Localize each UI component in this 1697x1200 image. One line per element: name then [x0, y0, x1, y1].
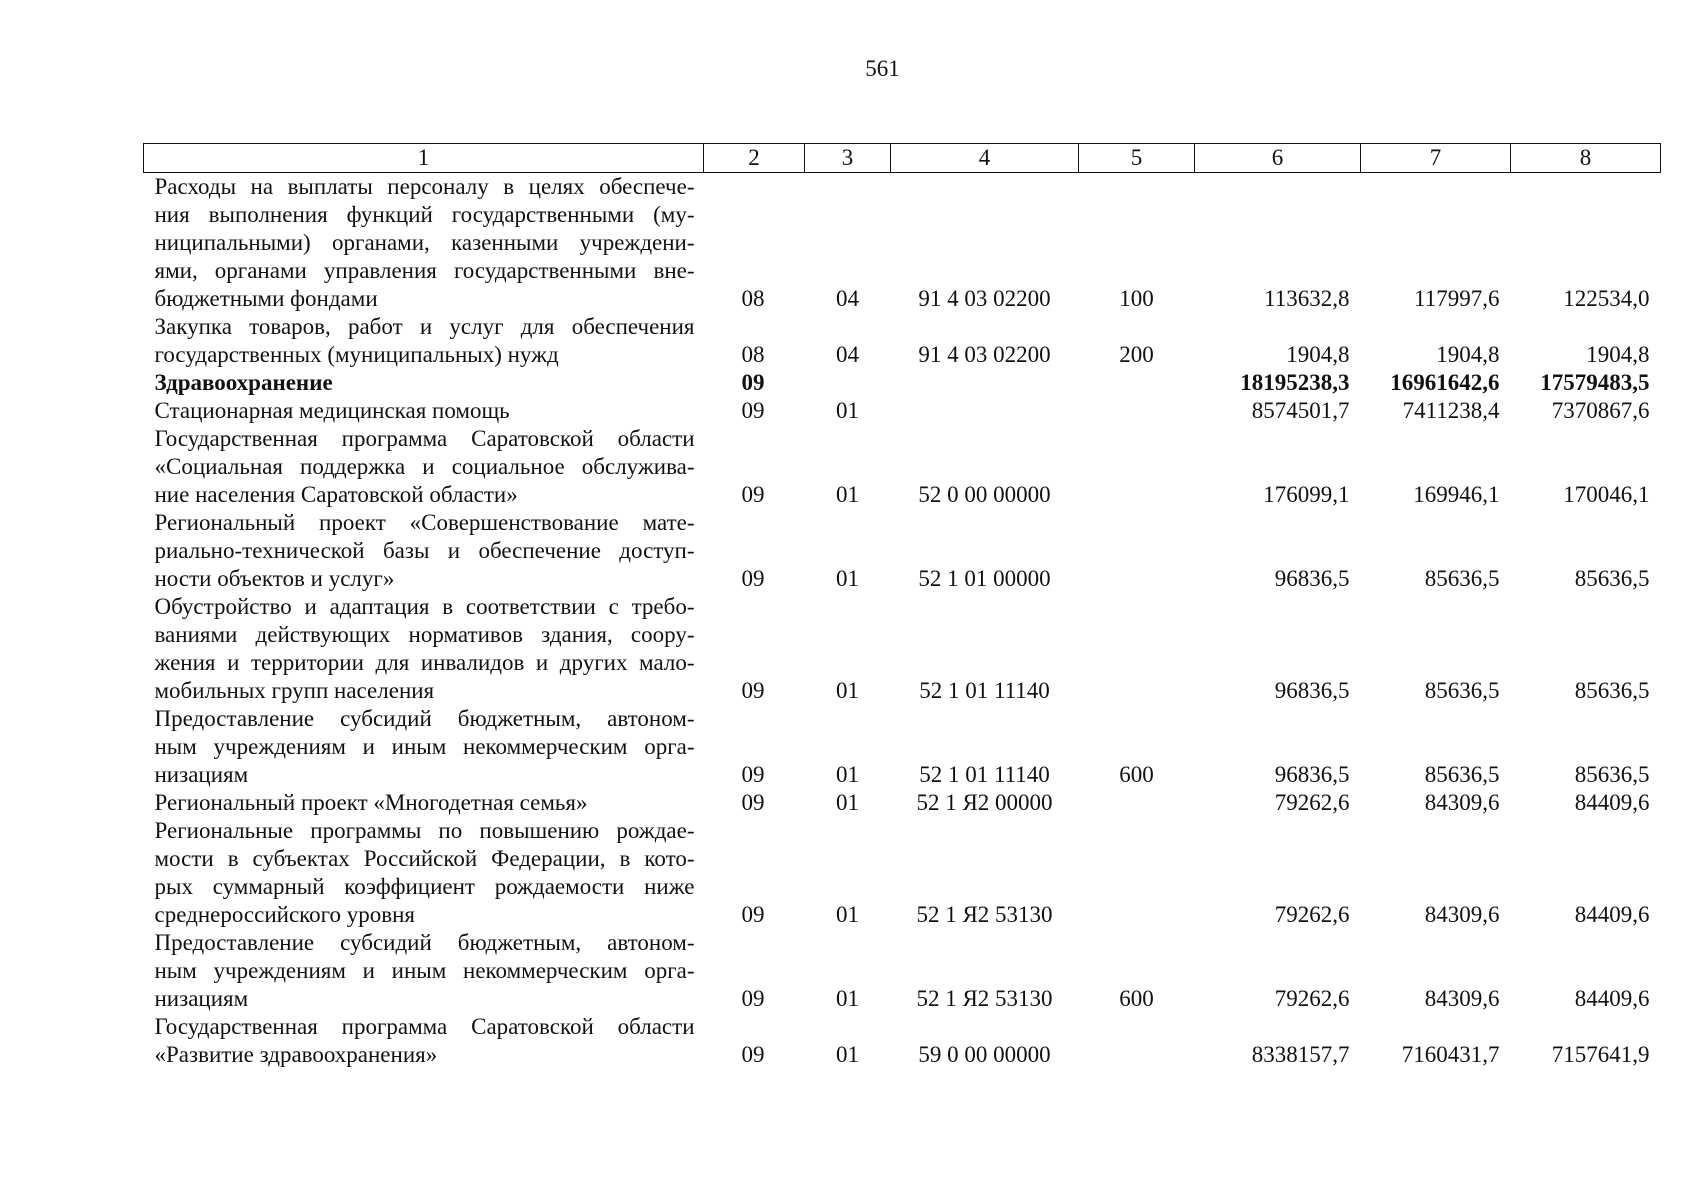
row-name-line: «Развитие здравоохранения» — [154, 1042, 438, 1067]
row-name-line: Обустройство и адаптация в соответствии с требо- — [154, 594, 695, 619]
table-header — [144, 144, 1661, 173]
row-target-article: 52 1 Я2 00000 — [916, 790, 1053, 815]
header-col-6: 6 — [1195, 144, 1361, 173]
row-section: 09 — [741, 566, 765, 591]
row-name-line: мобильных групп населения — [154, 678, 435, 703]
table-row — [144, 929, 1661, 1013]
row-name — [144, 705, 704, 789]
row-name-line: Региональные программы по повышению рождае- — [154, 818, 695, 843]
row-name-line: рых суммарный коэффициент рождаемости ниже — [154, 874, 695, 899]
row-subsection: 01 — [836, 986, 859, 1011]
row-amount-year-1: 8338157,7 — [1251, 1042, 1350, 1067]
row-name — [144, 929, 704, 1013]
row-amount-year-2: 85636,5 — [1424, 566, 1500, 591]
row-amount-year-3: 170046,1 — [1563, 482, 1650, 507]
table-row — [144, 425, 1661, 509]
row-amount-year-3: 17579483,5 — [1540, 370, 1650, 395]
table-body — [144, 173, 1661, 1070]
row-amount-year-1: 8574501,7 — [1251, 398, 1350, 423]
table-row — [144, 509, 1661, 593]
header-col-3: 3 — [805, 144, 891, 173]
row-expense-kind: 600 — [1119, 762, 1154, 787]
row-amount-year-1: 1904,8 — [1286, 342, 1350, 367]
row-target-article: 52 1 01 00000 — [918, 566, 1051, 591]
row-subsection: 01 — [836, 678, 859, 703]
row-subsection: 01 — [836, 482, 859, 507]
row-name-line: Региональный проект «Совершенствование мате- — [154, 510, 695, 535]
row-expense-kind — [1079, 509, 1195, 593]
row-subsection: 04 — [836, 286, 859, 311]
row-name-line: бюджетными фондами — [154, 286, 378, 311]
row-name-line: Государственная программа Саратовской области — [154, 1014, 695, 1039]
budget-table — [143, 143, 1661, 1069]
table-row — [144, 817, 1661, 929]
table-row — [144, 789, 1661, 817]
header-col-5: 5 — [1079, 144, 1195, 173]
row-section: 09 — [741, 986, 765, 1011]
row-expense-kind — [1079, 397, 1195, 425]
table-row — [144, 397, 1661, 425]
row-amount-year-1: 18195238,3 — [1240, 370, 1350, 395]
page-number: 561 — [865, 56, 900, 81]
row-target-article: 52 1 Я2 53130 — [916, 902, 1053, 927]
row-name-line: низациям — [154, 762, 249, 787]
row-section: 09 — [741, 902, 765, 927]
row-target-article: 91 4 03 02200 — [918, 342, 1051, 367]
row-amount-year-2: 84309,6 — [1424, 902, 1500, 927]
row-name-line: ния выполнения функций государственными (му- — [154, 202, 695, 227]
row-name-line: «Социальная поддержка и социальное обслужива- — [154, 454, 695, 479]
row-amount-year-3: 122534,0 — [1563, 286, 1650, 311]
row-name — [144, 173, 704, 314]
header-col-1: 1 — [144, 144, 704, 173]
header-col-7: 7 — [1361, 144, 1511, 173]
row-target-article: 52 0 00 00000 — [918, 482, 1051, 507]
row-amount-year-2: 84309,6 — [1424, 986, 1500, 1011]
row-expense-kind: 100 — [1119, 286, 1154, 311]
row-subsection: 04 — [836, 342, 859, 367]
row-name-line: ниципальными) органами, казенными учреждени- — [154, 230, 695, 255]
row-amount-year-2: 16961642,6 — [1390, 370, 1500, 395]
row-amount-year-2: 7160431,7 — [1401, 1042, 1500, 1067]
row-target-article: 52 1 01 11140 — [919, 678, 1050, 703]
row-name-line: Региональный проект «Многодетная семья» — [154, 790, 588, 815]
row-amount-year-2: 84309,6 — [1424, 790, 1500, 815]
row-expense-kind: 200 — [1119, 342, 1154, 367]
row-amount-year-3: 84409,6 — [1574, 986, 1650, 1011]
row-name-line: низациям — [154, 986, 249, 1011]
row-amount-year-1: 79262,6 — [1274, 986, 1350, 1011]
row-name — [144, 425, 704, 509]
row-name — [144, 789, 704, 817]
row-subsection: 01 — [836, 790, 859, 815]
row-name — [144, 593, 704, 705]
row-amount-year-2: 7411238,4 — [1402, 398, 1500, 423]
row-amount-year-3: 85636,5 — [1574, 762, 1650, 787]
row-subsection: 01 — [836, 566, 859, 591]
row-section: 09 — [741, 370, 765, 395]
row-name-line: Стационарная медицинская помощь — [154, 398, 510, 423]
row-name-line: жения и территории для инвалидов и других мало- — [154, 650, 695, 675]
row-amount-year-2: 169946,1 — [1413, 482, 1500, 507]
row-expense-kind: 600 — [1119, 986, 1154, 1011]
row-name-line: ваниями действующих нормативов здания, соору- — [154, 622, 695, 647]
row-name-line: среднероссийского уровня — [154, 902, 416, 927]
row-target-article: 91 4 03 02200 — [918, 286, 1051, 311]
row-amount-year-3: 84409,6 — [1574, 790, 1650, 815]
row-target-article: 52 1 Я2 53130 — [916, 986, 1053, 1011]
row-amount-year-1: 79262,6 — [1274, 902, 1350, 927]
row-name-line: Предоставление субсидий бюджетным, автоном- — [154, 706, 695, 731]
row-amount-year-3: 85636,5 — [1574, 566, 1650, 591]
row-section: 09 — [741, 790, 765, 815]
row-subsection: 01 — [836, 762, 859, 787]
row-name — [144, 369, 704, 397]
row-name-line: Закупка товаров, работ и услуг для обеспечения — [154, 314, 695, 339]
row-expense-kind — [1079, 425, 1195, 509]
row-section: 09 — [741, 398, 765, 423]
row-name-line: Расходы на выплаты персоналу в целях обеспече- — [154, 174, 695, 199]
table-row — [144, 593, 1661, 705]
row-target-article: 52 1 01 11140 — [919, 762, 1050, 787]
table-row — [144, 369, 1661, 397]
row-section: 09 — [741, 482, 765, 507]
row-subsection: 01 — [836, 902, 859, 927]
row-name-line: Предоставление субсидий бюджетным, автоном- — [154, 930, 695, 955]
row-amount-year-3: 1904,8 — [1586, 342, 1650, 367]
table-row — [144, 1013, 1661, 1069]
row-name-line: ние населения Саратовской области» — [154, 482, 518, 507]
row-section: 09 — [741, 1042, 765, 1067]
row-amount-year-2: 117997,6 — [1414, 286, 1500, 311]
row-amount-year-1: 79262,6 — [1274, 790, 1350, 815]
row-section: 09 — [741, 678, 765, 703]
row-amount-year-3: 85636,5 — [1574, 678, 1650, 703]
row-amount-year-1: 176099,1 — [1263, 482, 1350, 507]
row-expense-kind — [1079, 369, 1195, 397]
row-section: 08 — [741, 286, 765, 311]
row-amount-year-3: 7370867,6 — [1551, 398, 1650, 423]
row-amount-year-3: 7157641,9 — [1551, 1042, 1650, 1067]
row-name-line: ности объектов и услуг» — [154, 566, 395, 591]
header-col-4: 4 — [891, 144, 1079, 173]
row-name-line: ным учреждениям и иным некоммерческим орга- — [154, 734, 695, 759]
row-expense-kind — [1079, 593, 1195, 705]
row-amount-year-2: 85636,5 — [1424, 762, 1500, 787]
table-row — [144, 313, 1661, 369]
header-row — [144, 144, 1661, 173]
row-name — [144, 397, 704, 425]
row-section: 09 — [741, 762, 765, 787]
row-name-line: государственных (муниципальных) нужд — [154, 342, 559, 367]
row-amount-year-1: 96836,5 — [1274, 566, 1350, 591]
row-name-line: ями, органами управления государственными вне- — [154, 258, 695, 283]
row-target-article — [891, 369, 1079, 397]
row-amount-year-3: 84409,6 — [1574, 902, 1650, 927]
row-amount-year-2: 85636,5 — [1424, 678, 1500, 703]
row-target-article — [891, 397, 1079, 425]
row-amount-year-1: 96836,5 — [1274, 762, 1350, 787]
row-amount-year-1: 113632,8 — [1264, 286, 1350, 311]
row-name-line: ным учреждениям и иным некоммерческим орга- — [154, 958, 695, 983]
row-expense-kind — [1079, 1013, 1195, 1069]
table-row — [144, 173, 1661, 314]
row-name — [144, 313, 704, 369]
header-col-2: 2 — [704, 144, 805, 173]
row-subsection: 01 — [836, 398, 859, 423]
row-section: 08 — [741, 342, 765, 367]
row-expense-kind — [1079, 789, 1195, 817]
row-amount-year-2: 1904,8 — [1436, 342, 1500, 367]
row-name-line: мости в субъектах Российской Федерации, в кото- — [154, 846, 695, 871]
row-name — [144, 1013, 704, 1069]
row-subsection: 01 — [836, 1042, 859, 1067]
row-subsection — [805, 369, 891, 397]
row-expense-kind — [1079, 817, 1195, 929]
header-col-8: 8 — [1511, 144, 1661, 173]
row-name — [144, 509, 704, 593]
row-name-line: Государственная программа Саратовской области — [154, 426, 695, 451]
row-name-line: Здравоохранение — [154, 370, 333, 395]
row-name — [144, 817, 704, 929]
row-amount-year-1: 96836,5 — [1274, 678, 1350, 703]
row-name-line: риально-технической базы и обеспечение доступ- — [154, 538, 695, 563]
row-target-article: 59 0 00 00000 — [918, 1042, 1051, 1067]
table-row — [144, 705, 1661, 789]
